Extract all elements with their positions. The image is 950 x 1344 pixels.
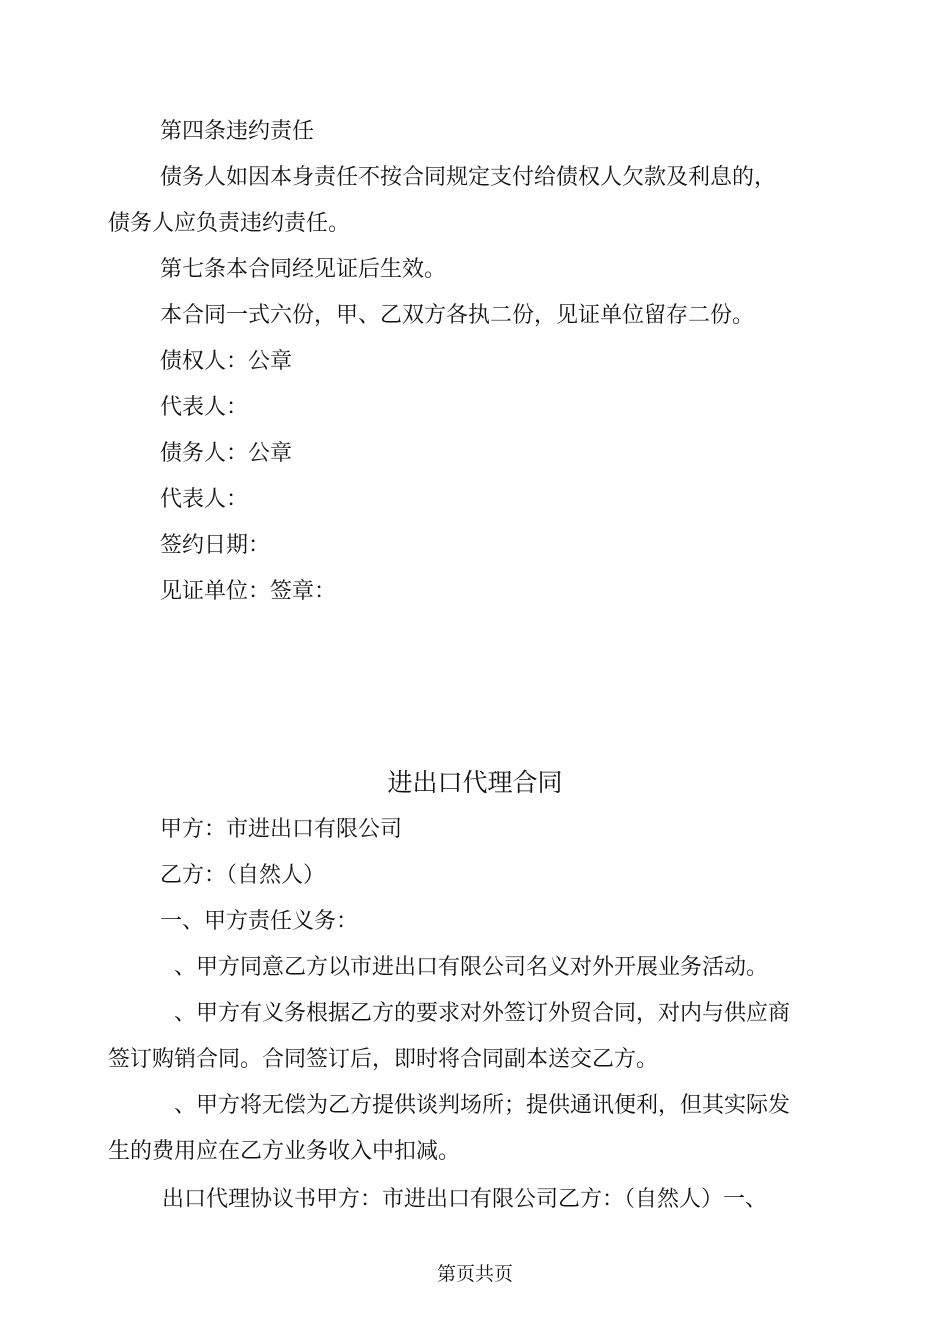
debtor-signature-line: 债务人：公章 — [160, 441, 293, 466]
article-4-heading: 第四条违约责任 — [160, 119, 315, 144]
article-7-clause: 第七条本合同经见证后生效。 — [160, 257, 447, 282]
duty-item-1: 、甲方同意乙方以市进出口有限公司名义对外开展业务活动。 — [174, 955, 769, 980]
creditor-representative-line: 代表人： — [160, 395, 249, 420]
debtor-representative-line: 代表人： — [160, 487, 249, 512]
copies-clause: 本合同一式六份，甲、乙双方各执二份，见证单位留存二份。 — [160, 303, 755, 328]
duty-item-2-line-2: 签订购销合同。合同签订后，即时将合同副本送交乙方。 — [108, 1047, 659, 1072]
creditor-signature-line: 债权人：公章 — [160, 349, 293, 374]
duty-item-3-line-1: 、甲方将无偿为乙方提供谈判场所；提供通讯便利，但其实际发 — [174, 1093, 791, 1118]
duty-item-2-line-1: 、甲方有义务根据乙方的要求对外签订外贸合同，对内与供应商 — [174, 1001, 791, 1026]
page-footer: 第页共页 — [436, 1263, 513, 1285]
duty-item-3-line-2: 生的费用应在乙方业务收入中扣减。 — [108, 1139, 461, 1164]
witness-line: 见证单位：签章： — [160, 579, 337, 604]
sign-date-line: 签约日期： — [160, 533, 271, 558]
party-b-line: 乙方：（自然人） — [160, 863, 326, 888]
party-a-line: 甲方：市进出口有限公司 — [160, 817, 403, 842]
trailing-agreement-line: 出口代理协议书甲方：市进出口有限公司乙方：（自然人）一、 — [162, 1187, 768, 1212]
contract-title: 进出口代理合同 — [387, 768, 563, 797]
article-4-paragraph-line-1: 债务人如因本身责任不按合同规定支付给债权人欠款及利息的， — [160, 165, 777, 190]
article-4-paragraph-line-2: 债务人应负责违约责任。 — [108, 211, 351, 236]
party-a-duties-heading: 一、甲方责任义务： — [160, 909, 359, 934]
